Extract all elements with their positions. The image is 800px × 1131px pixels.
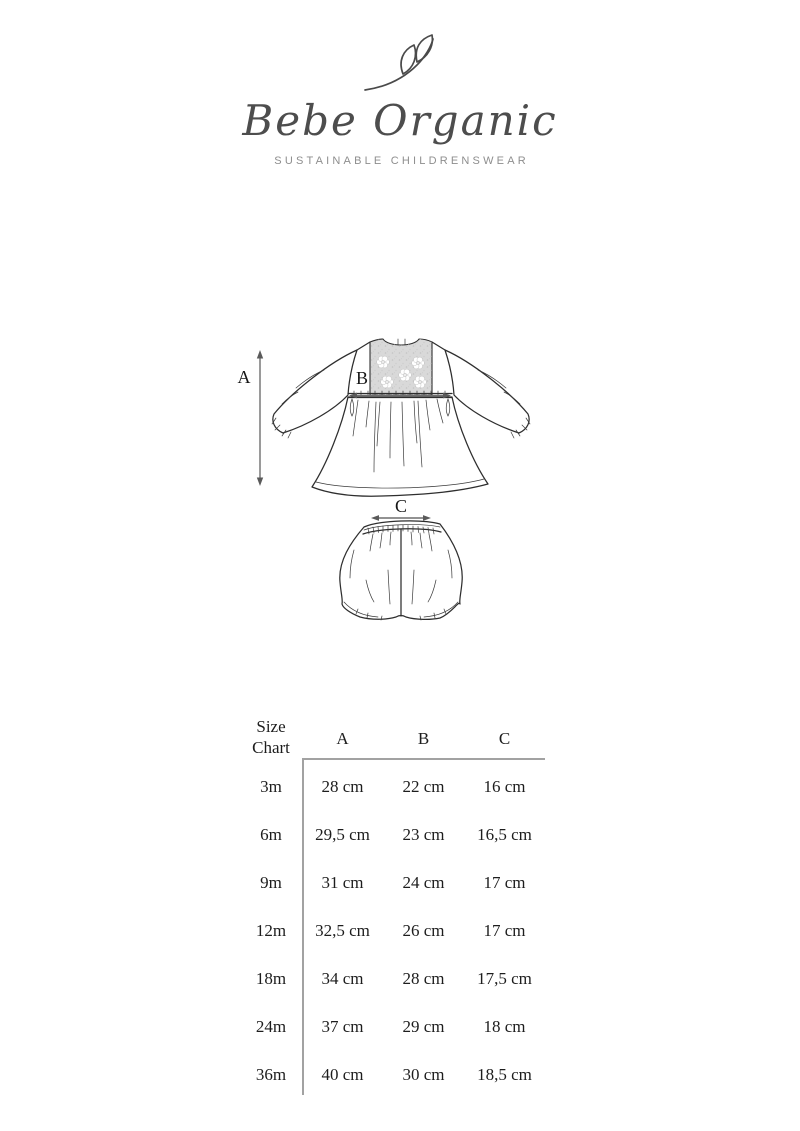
bloomers-drawing [340,521,462,620]
table-header-row [232,714,545,758]
cell-measure-a: 31 cm [321,873,364,892]
cell-measure-c: 17,5 cm [477,969,532,988]
measure-a-label: A [237,367,251,387]
table-row [232,998,545,1046]
brand-tagline: SUSTAINABLE CHILDRENSWEAR [274,155,529,168]
row-size-label: 12m [255,921,287,940]
blouse-drawing [272,339,530,496]
cell-measure-a: 34 cm [321,969,364,988]
row-size-label: 6m [260,825,282,844]
cell-measure-b: 30 cm [402,1065,445,1084]
cell-measure-b: 28 cm [402,969,445,988]
cell-measure-a: 40 cm [321,1065,364,1084]
cell-measure-b: 24 cm [402,873,445,892]
cell-measure-c: 18 cm [483,1017,526,1036]
cell-measure-b: 23 cm [402,825,445,844]
row-size-label: 24m [255,1017,287,1036]
cell-measure-a: 29,5 cm [315,825,370,844]
blouse-yoke [357,339,445,395]
row-size-label: 18m [255,969,287,988]
row-size-label: 3m [260,777,282,796]
brand-name: Bebe Organic [242,96,558,145]
measure-b-label: B [355,368,369,388]
cell-measure-c: 16,5 cm [477,825,532,844]
table-column-rule [302,758,304,1095]
cell-measure-a: 32,5 cm [315,921,370,940]
size-chart [232,714,545,1094]
cell-measure-c: 16 cm [483,777,526,796]
table-body [232,758,545,1094]
row-size-label: 9m [260,873,282,892]
measure-a-arrow [257,350,263,486]
brand-logo [0,34,800,167]
table-row [232,854,545,902]
leaf-sprig-icon [362,34,438,96]
cell-measure-a: 28 cm [321,777,364,796]
column-header-a: A [336,729,349,749]
column-header-c: C [498,729,511,749]
measure-c-label: C [394,496,408,516]
table-header-rule [302,758,545,760]
table-row [232,1046,545,1094]
cell-measure-b: 22 cm [402,777,445,796]
cell-measure-c: 18,5 cm [477,1065,532,1084]
table-row [232,950,545,998]
cell-measure-c: 17 cm [483,873,526,892]
size-chart-title: Size Chart [252,717,290,758]
table-row [232,902,545,950]
column-header-b: B [417,729,430,749]
garment-measurement-diagram [230,330,570,640]
cell-measure-a: 37 cm [321,1017,364,1036]
blouse-skirt [312,397,488,496]
row-size-label: 36m [255,1065,287,1084]
table-row [232,758,545,806]
cell-measure-c: 17 cm [483,921,526,940]
cell-measure-b: 29 cm [402,1017,445,1036]
table-row [232,806,545,854]
cell-measure-b: 26 cm [402,921,445,940]
